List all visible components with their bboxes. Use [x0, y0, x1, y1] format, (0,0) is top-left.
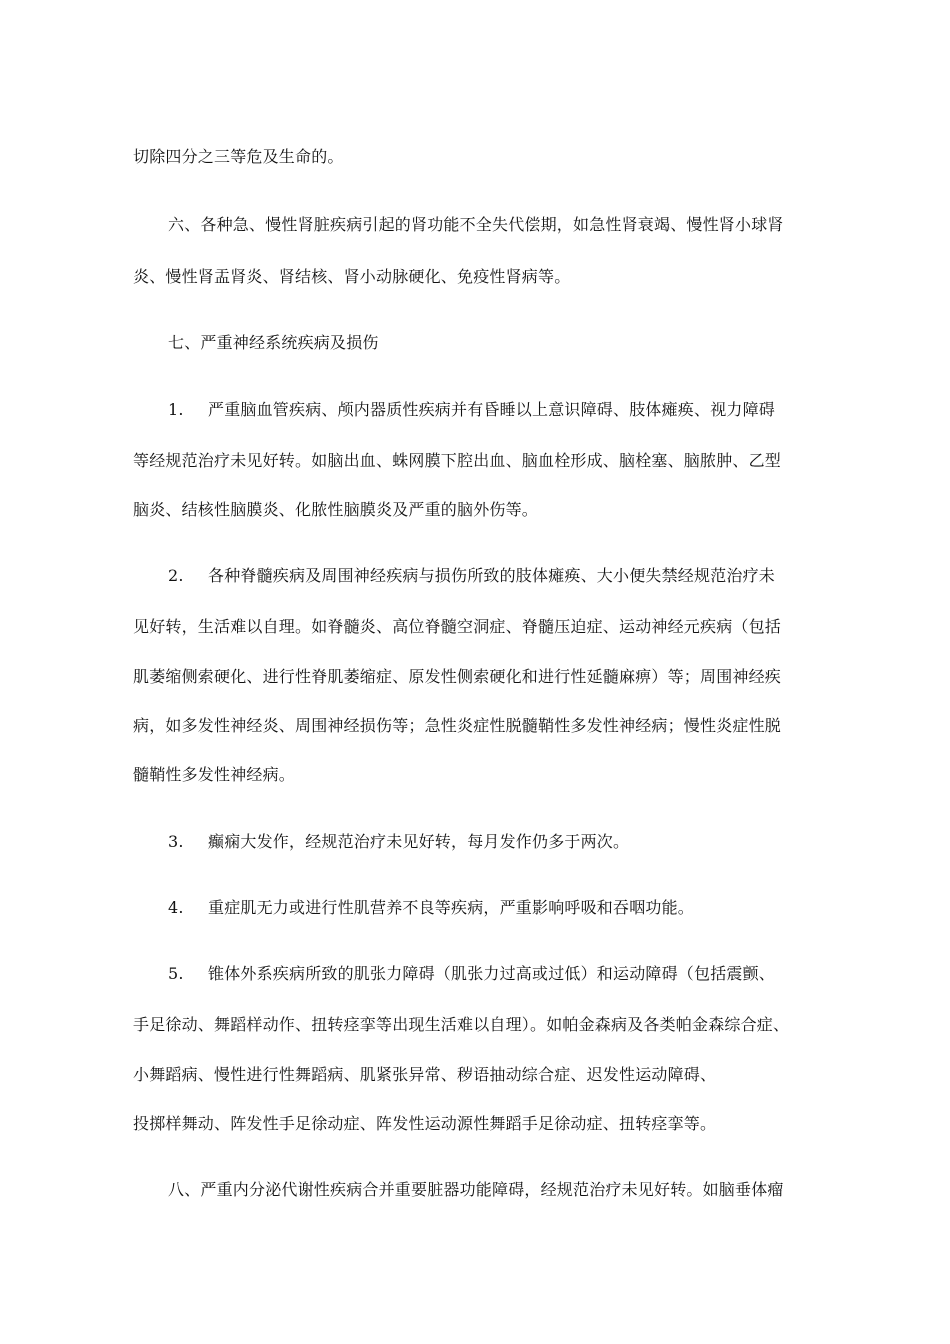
- section-six-heading-line: 六、各种急、慢性肾脏疾病引起的肾功能不全失代偿期，如急性肾衰竭、慢性肾小球肾: [168, 215, 784, 234]
- list-item-3: [168, 832, 629, 852]
- list-item-5-first-line: [168, 964, 775, 984]
- paragraph-line: 见好转，生活难以自理。如脊髓炎、高位脊髓空洞症、脊髓压迫症、运动神经元疾病（包括: [133, 617, 782, 636]
- section-seven-heading: 七、严重神经系统疾病及损伤: [168, 333, 379, 352]
- list-number: 1.: [168, 400, 184, 419]
- list-number: 4.: [168, 898, 184, 917]
- list-number: 5.: [168, 964, 184, 983]
- list-item-text: 各种脊髓疾病及周围神经疾病与损伤所致的肢体瘫痪、大小便失禁经规范治疗未: [208, 566, 776, 585]
- paragraph-line: 脑炎、结核性脑膜炎、化脓性脑膜炎及严重的脑外伤等。: [133, 500, 539, 519]
- list-item-text: 重症肌无力或进行性肌营养不良等疾病，严重影响呼吸和吞咽功能。: [208, 898, 695, 917]
- section-eight-heading-line: 八、严重内分泌代谢性疾病合并重要脏器功能障碍，经规范治疗未见好转。如脑垂体瘤: [168, 1180, 784, 1199]
- list-item-text: 癫痫大发作，经规范治疗未见好转，每月发作仍多于两次。: [208, 832, 630, 851]
- paragraph-line: 小舞蹈病、慢性进行性舞蹈病、肌紧张异常、秽语抽动综合症、迟发性运动障碍、: [133, 1065, 717, 1084]
- list-item-1-first-line: [168, 400, 775, 420]
- paragraph-line: 炎、慢性肾盂肾炎、肾结核、肾小动脉硬化、免疫性肾病等。: [133, 267, 571, 286]
- list-item-text: 锥体外系疾病所致的肌张力障碍（肌张力过高或过低）和运动障碍（包括震颤、: [208, 964, 776, 983]
- list-item-2-first-line: [168, 566, 775, 586]
- paragraph-line: 髓鞘性多发性神经病。: [133, 765, 296, 784]
- paragraph-line: 病，如多发性神经炎、周围神经损伤等；急性炎症性脱髓鞘性多发性神经病；慢性炎症性脱: [133, 716, 782, 735]
- paragraph-line: 切除四分之三等危及生命的。: [133, 147, 344, 166]
- paragraph-line: 投掷样舞动、阵发性手足徐动症、阵发性运动源性舞蹈手足徐动症、扭转痉挛等。: [133, 1114, 717, 1133]
- paragraph-line: 肌萎缩侧索硬化、进行性脊肌萎缩症、原发性侧索硬化和进行性延髓麻痹）等；周围神经疾: [133, 667, 782, 686]
- list-item-text: 严重脑血管疾病、颅内器质性疾病并有昏睡以上意识障碍、肢体瘫痪、视力障碍: [208, 400, 776, 419]
- paragraph-line: 手足徐动、舞蹈样动作、扭转痉挛等出现生活难以自理）。如帕金森病及各类帕金森综合症、: [133, 1015, 790, 1034]
- paragraph-line: 等经规范治疗未见好转。如脑出血、蛛网膜下腔出血、脑血栓形成、脑栓塞、脑脓肿、乙型: [133, 451, 782, 470]
- list-number: 2.: [168, 566, 184, 585]
- list-item-4: [168, 898, 694, 918]
- list-number: 3.: [168, 832, 184, 851]
